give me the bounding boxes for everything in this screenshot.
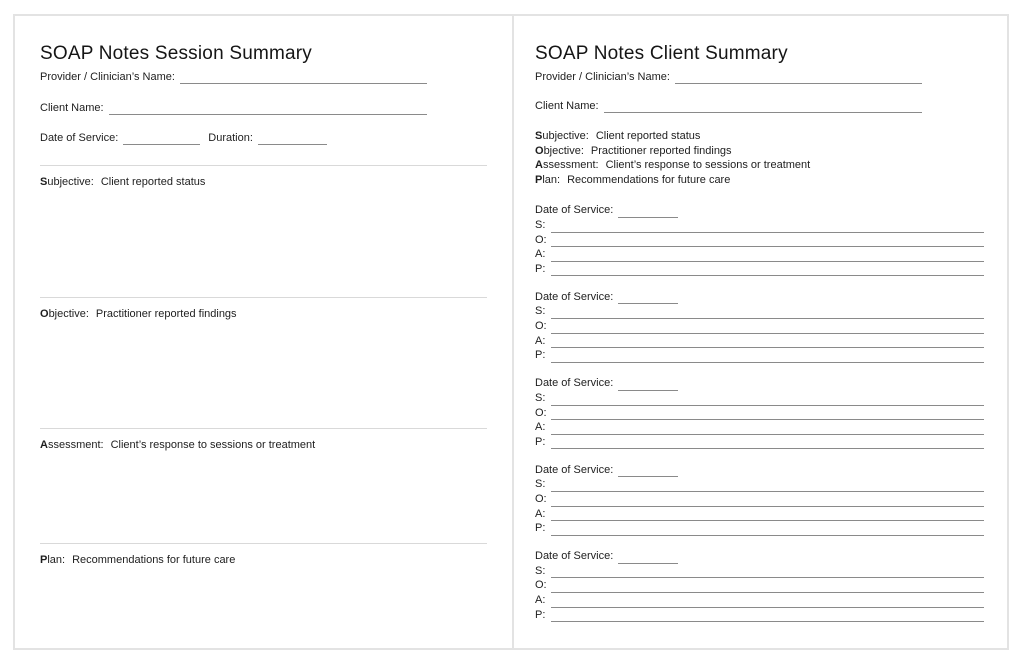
section-label: lan: (47, 554, 66, 566)
duration-label: Duration: (208, 132, 253, 144)
entry-objective-row (535, 319, 984, 334)
section-label: bjective: (48, 308, 89, 320)
provider-name-label: Provider / Clinician’s Name: (535, 71, 670, 83)
subjective-line (551, 221, 984, 233)
assessment-row-label: A: (535, 248, 546, 261)
provider-name-line (180, 83, 427, 84)
section-assessment (40, 428, 487, 543)
entry-subjective-row (535, 304, 984, 319)
legend-lead-letter: O (535, 144, 544, 157)
date-of-service-label: Date of Service: (535, 377, 614, 390)
document-sheet (13, 14, 1009, 650)
entry-plan-row (535, 608, 984, 623)
entry-date-row (535, 203, 984, 218)
section-label: ssessment: (47, 439, 104, 451)
legend-assessment (535, 158, 984, 173)
client-name-label: Client Name: (535, 100, 599, 112)
client-name-label: Client Name: (40, 102, 104, 114)
objective-line (551, 235, 984, 247)
section-description: Client’s response to sessions or treatment (110, 439, 316, 451)
section-lead-letter: O (40, 308, 49, 320)
provider-name-label: Provider / Clinician’s Name: (40, 71, 175, 83)
date-of-service-line (618, 206, 678, 218)
objective-line (551, 408, 984, 420)
soap-entries (535, 203, 984, 622)
entry-objective-row (535, 406, 984, 421)
plan-row-label: P: (535, 262, 546, 275)
assessment-line (551, 423, 984, 435)
legend-description: Client’s response to sessions or treatment (605, 159, 811, 172)
soap-legend (535, 129, 984, 187)
plan-line (551, 524, 984, 536)
entry-objective-row (535, 233, 984, 248)
entry-date-row (535, 549, 984, 564)
legend-lead-letter: S (535, 130, 543, 142)
plan-row-label: P: (535, 435, 546, 448)
client-name-line (109, 114, 427, 115)
plan-line (551, 351, 984, 363)
entry-assessment-row (535, 593, 984, 608)
entry-subjective-row (535, 477, 984, 492)
soap-entry-block (535, 463, 984, 536)
plan-row-label: P: (535, 608, 546, 621)
entry-plan-row (535, 435, 984, 450)
date-of-service-label: Date of Service: (535, 290, 614, 303)
section-subjective (40, 165, 487, 297)
objective-line (551, 581, 984, 593)
subjective-row-label: S: (535, 218, 546, 231)
date-of-service-line (123, 133, 200, 145)
entry-objective-row (535, 492, 984, 507)
subjective-line (551, 566, 984, 578)
assessment-row-label: A: (535, 334, 546, 347)
date-duration-field (40, 131, 487, 145)
legend-lead-letter: P (535, 173, 543, 186)
entry-objective-row (535, 578, 984, 593)
plan-row-label: P: (535, 522, 546, 535)
section-plan (40, 543, 487, 648)
legend-description: Practitioner reported findings (590, 144, 732, 157)
entry-plan-row (535, 348, 984, 363)
legend-objective (535, 144, 984, 159)
plan-row-label: P: (535, 349, 546, 362)
date-of-service-line (618, 465, 678, 477)
entry-plan-row (535, 521, 984, 536)
objective-line (551, 495, 984, 507)
subjective-line (551, 307, 984, 319)
entry-date-row (535, 463, 984, 478)
provider-name-field (535, 70, 984, 84)
legend-label: lan: (542, 173, 561, 186)
assessment-line (551, 596, 984, 608)
subjective-line (551, 480, 984, 492)
entry-assessment-row (535, 420, 984, 435)
assessment-line (551, 336, 984, 348)
page-title: SOAP Notes Session Summary (40, 43, 313, 64)
date-of-service-label: Date of Service: (535, 550, 614, 563)
assessment-line (551, 250, 984, 262)
entry-assessment-row (535, 507, 984, 522)
date-of-service-line (618, 292, 678, 304)
client-name-field (535, 99, 984, 113)
subjective-line (551, 394, 984, 406)
section-label: ubjective: (47, 176, 94, 188)
objective-row-label: O: (535, 492, 547, 505)
section-description: Recommendations for future care (72, 554, 236, 566)
date-of-service-label: Date of Service: (535, 463, 614, 476)
entry-plan-row (535, 262, 984, 277)
legend-label: ssessment: (542, 159, 599, 172)
entry-assessment-row (535, 247, 984, 262)
soap-sections (40, 165, 487, 648)
client-summary-page (512, 16, 1007, 648)
date-of-service-label: Date of Service: (40, 132, 119, 144)
subjective-row-label: S: (535, 391, 546, 404)
date-of-service-line (618, 379, 678, 391)
objective-row-label: O: (535, 579, 547, 592)
legend-label: bjective: (543, 144, 584, 157)
assessment-row-label: A: (535, 421, 546, 434)
subjective-row-label: S: (535, 305, 546, 318)
session-summary-page (15, 16, 512, 648)
section-lead-letter: S (40, 176, 48, 188)
entry-assessment-row (535, 334, 984, 349)
section-lead-letter: A (40, 439, 48, 451)
objective-row-label: O: (535, 406, 547, 419)
date-of-service-label: Date of Service: (535, 204, 614, 217)
objective-row-label: O: (535, 320, 547, 333)
subjective-row-label: S: (535, 564, 546, 577)
provider-name-field (40, 70, 487, 84)
objective-row-label: O: (535, 233, 547, 246)
legend-description: Client reported status (595, 130, 701, 142)
assessment-row-label: A: (535, 594, 546, 607)
legend-label: ubjective: (542, 130, 589, 142)
entry-subjective-row (535, 391, 984, 406)
objective-line (551, 322, 984, 334)
soap-entry-block (535, 376, 984, 449)
legend-lead-letter: A (535, 159, 543, 172)
client-name-field (40, 101, 487, 115)
legend-subjective (535, 129, 984, 144)
soap-entry-block (535, 290, 984, 363)
client-name-line (604, 112, 922, 113)
entry-date-row (535, 290, 984, 305)
subjective-row-label: S: (535, 478, 546, 491)
page-title: SOAP Notes Client Summary (535, 43, 788, 64)
section-lead-letter: P (40, 554, 48, 566)
plan-line (551, 437, 984, 449)
legend-plan (535, 173, 984, 188)
soap-entry-block (535, 549, 984, 622)
entry-subjective-row (535, 564, 984, 579)
entry-subjective-row (535, 218, 984, 233)
plan-line (551, 610, 984, 622)
provider-name-line (675, 83, 922, 84)
section-objective (40, 297, 487, 428)
date-of-service-line (618, 552, 678, 564)
legend-description: Recommendations for future care (567, 173, 731, 186)
soap-entry-block (535, 203, 984, 276)
section-description: Client reported status (100, 176, 206, 188)
duration-line (258, 133, 327, 145)
section-description: Practitioner reported findings (95, 308, 237, 320)
assessment-row-label: A: (535, 507, 546, 520)
assessment-line (551, 509, 984, 521)
entry-date-row (535, 376, 984, 391)
plan-line (551, 264, 984, 276)
